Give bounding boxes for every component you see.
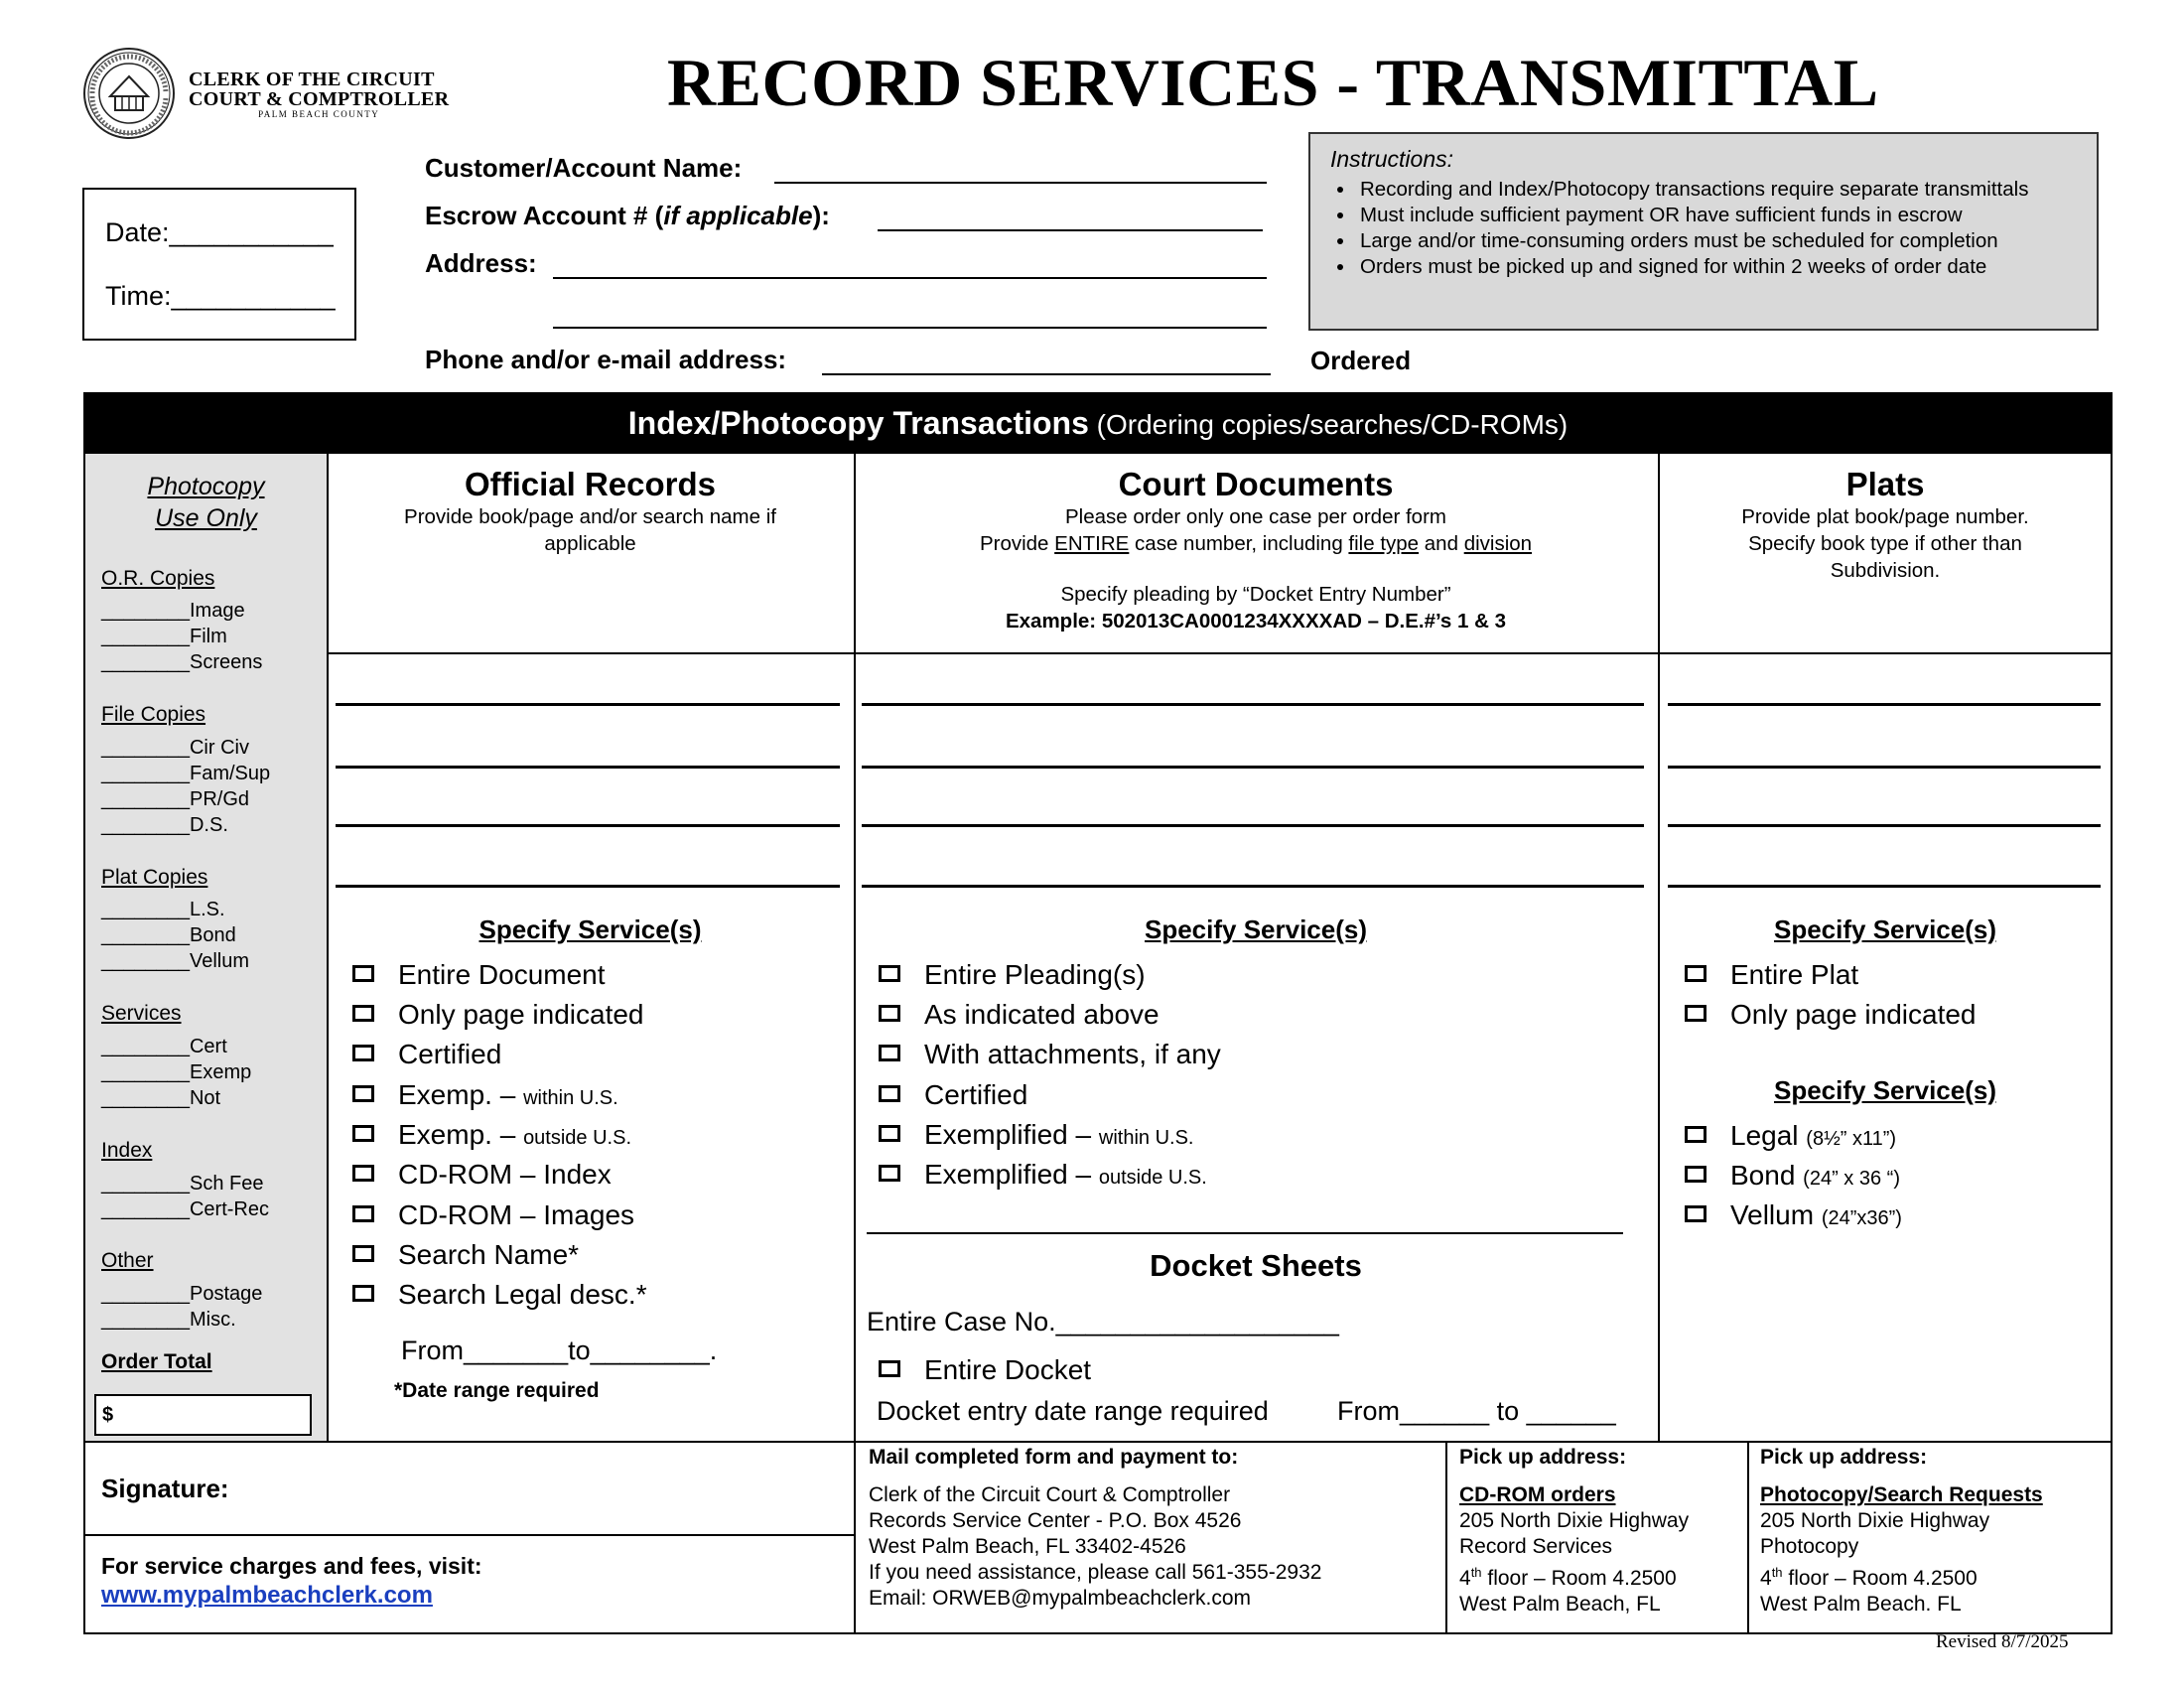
plat-size-vellum[interactable] bbox=[1685, 1199, 1902, 1231]
option-label: CD-ROM – Index bbox=[398, 1159, 612, 1190]
clerk-seal-logo bbox=[82, 47, 176, 140]
text: Provide bbox=[979, 532, 1055, 555]
pickup-cdrom-section bbox=[1459, 1445, 1689, 1618]
services-exemp-field[interactable]: ________Exemp bbox=[101, 1061, 252, 1083]
fees-label: For service charges and fees, visit: bbox=[101, 1553, 482, 1579]
checkbox[interactable] bbox=[879, 1005, 900, 1022]
option-label: With attachments, if any bbox=[924, 1039, 1221, 1069]
docket-sheets-title: Docket Sheets bbox=[1150, 1248, 1362, 1283]
official-records-title: Official Records bbox=[464, 466, 717, 502]
text: ENTIRE bbox=[1054, 532, 1130, 555]
checkbox[interactable] bbox=[879, 965, 900, 982]
divider bbox=[83, 1534, 854, 1536]
section-bar-title: Index/Photocopy Transactions bbox=[627, 405, 1089, 441]
plat-option-entire[interactable] bbox=[1685, 959, 1858, 991]
instructions-box bbox=[1308, 132, 2099, 331]
instruction-item: • Must include sufficient payment OR have sufficient funds in escrow bbox=[1356, 203, 2077, 228]
option-label: Entire Docket bbox=[924, 1354, 1092, 1385]
option-label: Search Name* bbox=[398, 1239, 580, 1270]
option-label: Exemplified – bbox=[924, 1119, 1099, 1150]
checkbox[interactable] bbox=[1685, 965, 1706, 982]
file-cir-civ-field[interactable]: ________Cir Civ bbox=[101, 737, 249, 759]
file-pr-gd-field[interactable]: ________PR/Gd bbox=[101, 788, 250, 810]
or-date-range-field[interactable]: From_______to________. bbox=[401, 1336, 718, 1365]
cd-specify-services: Specify Service(s) bbox=[1144, 914, 1367, 944]
cd-option-exemplified-within[interactable] bbox=[879, 1119, 1193, 1151]
escrow-label bbox=[425, 201, 830, 231]
services-not-field[interactable]: ________Not bbox=[101, 1087, 221, 1109]
option-label: Entire Plat bbox=[1730, 959, 1859, 990]
plats-specify-services: Specify Service(s) bbox=[1773, 914, 1996, 944]
plat-ls-field[interactable]: ________L.S. bbox=[101, 899, 225, 920]
mail-section bbox=[869, 1445, 1321, 1612]
pickup-heading: Photocopy/Search Requests bbox=[1760, 1483, 2043, 1506]
escrow-label-italic: if applicable bbox=[663, 201, 813, 230]
section-bar-subtitle: (Ordering copies/searches/CD-ROMs) bbox=[1088, 409, 1569, 440]
option-label: Vellum bbox=[1730, 1199, 1822, 1230]
instruction-item: • Recording and Index/Photocopy transactions require separate transmittals bbox=[1356, 177, 2077, 203]
divider bbox=[327, 454, 329, 1441]
or-option-cdrom-index[interactable] bbox=[352, 1159, 612, 1191]
instructions-title: Instructions: bbox=[1330, 146, 1453, 172]
pickup-line: West Palm Beach, FL bbox=[1459, 1593, 1661, 1616]
checkbox[interactable] bbox=[352, 1085, 374, 1102]
customer-name-field[interactable] bbox=[774, 182, 1267, 184]
floor-suffix: th bbox=[1771, 1565, 1783, 1580]
plat-entry-line[interactable] bbox=[1668, 766, 2101, 769]
index-sch-fee-field[interactable]: ________Sch Fee bbox=[101, 1173, 264, 1195]
pickup-line: 205 North Dixie Highway bbox=[1760, 1509, 1990, 1532]
option-label: As indicated above bbox=[924, 999, 1160, 1030]
checkbox[interactable] bbox=[879, 1360, 900, 1377]
mail-line: Clerk of the Circuit Court & Comptroller bbox=[869, 1483, 1231, 1506]
or-entry-line[interactable] bbox=[336, 766, 840, 769]
cd-option-entire-pleading[interactable] bbox=[879, 959, 1146, 991]
instruction-item: • Large and/or time-consuming orders must be scheduled for completion bbox=[1356, 228, 2077, 254]
checkbox[interactable] bbox=[1685, 1126, 1706, 1143]
checkbox[interactable] bbox=[352, 965, 374, 982]
index-heading: Index bbox=[101, 1139, 153, 1162]
checkbox[interactable] bbox=[352, 1285, 374, 1302]
photocopy-use-only-title bbox=[85, 471, 327, 534]
address-label: Address: bbox=[425, 248, 537, 278]
clerk-website-link[interactable]: www.mypalmbeachclerk.com bbox=[101, 1582, 433, 1609]
escrow-label-a: Escrow Account # ( bbox=[425, 201, 664, 230]
customer-name-label: Customer/Account Name: bbox=[425, 153, 743, 183]
text: file type bbox=[1348, 532, 1420, 555]
clerk-office-name bbox=[189, 70, 449, 119]
or-option-certified[interactable] bbox=[352, 1039, 501, 1070]
option-label: Entire Document bbox=[398, 959, 606, 990]
floor-room: floor – Room 4.2500 bbox=[1487, 1567, 1677, 1590]
plat-copies-heading: Plat Copies bbox=[101, 866, 208, 889]
file-fam-sup-field[interactable]: ________Fam/Sup bbox=[101, 763, 271, 784]
official-records-sub-1: Provide book/page and/or search name if bbox=[404, 505, 776, 528]
clerk-line-3: PALM BEACH COUNTY bbox=[258, 109, 380, 119]
file-copies-heading: File Copies bbox=[101, 703, 206, 726]
option-note: (24” x 36 “) bbox=[1803, 1168, 1900, 1190]
pickup-line bbox=[1760, 1560, 2043, 1592]
pickup-line: 205 North Dixie Highway bbox=[1459, 1509, 1690, 1532]
escrow-label-b: ): bbox=[812, 201, 830, 230]
docket-range-field[interactable]: From______ to ______ bbox=[1337, 1396, 1616, 1426]
revised-date: Revised 8/7/2025 bbox=[1936, 1631, 2069, 1652]
services-heading: Services bbox=[101, 1002, 182, 1025]
cd-entry-line[interactable] bbox=[862, 703, 1644, 706]
option-label: Exemplified – bbox=[924, 1159, 1099, 1190]
plat-entry-line[interactable] bbox=[1668, 703, 2101, 706]
instruction-item: • Orders must be picked up and signed for within 2 weeks of order date bbox=[1356, 254, 2077, 280]
option-label: CD-ROM – Images bbox=[398, 1199, 635, 1230]
dollar-sign: $ bbox=[102, 1404, 114, 1426]
floor-suffix: th bbox=[1470, 1565, 1482, 1580]
pickup-line: Photocopy bbox=[1760, 1535, 1859, 1558]
address-field-2[interactable] bbox=[553, 327, 1267, 329]
mail-line: West Palm Beach, FL 33402-4526 bbox=[869, 1535, 1186, 1558]
phone-email-label: Phone and/or e-mail address: bbox=[425, 345, 787, 374]
option-label: Certified bbox=[924, 1079, 1028, 1110]
date-time-box bbox=[82, 188, 356, 341]
option-label: Legal bbox=[1730, 1120, 1807, 1151]
checkbox[interactable] bbox=[879, 1045, 900, 1061]
time-field[interactable]: Time:___________ bbox=[105, 281, 336, 311]
or-option-only-page[interactable] bbox=[352, 999, 644, 1031]
option-label: Bond bbox=[1730, 1160, 1804, 1191]
clerk-line-1: CLERK OF THE CIRCUIT bbox=[189, 69, 435, 90]
or-option-search-name[interactable] bbox=[352, 1239, 579, 1271]
cd-entry-line[interactable] bbox=[862, 885, 1644, 888]
pickup-heading: CD-ROM orders bbox=[1459, 1483, 1616, 1506]
checkbox[interactable] bbox=[352, 1205, 374, 1222]
floor-number: 4 bbox=[1459, 1567, 1471, 1590]
or-entry-line[interactable] bbox=[336, 885, 840, 888]
or-film-field[interactable]: ________Film bbox=[101, 626, 227, 647]
checkbox[interactable] bbox=[1685, 1005, 1706, 1022]
divider bbox=[867, 1232, 1623, 1234]
form-title: RECORD SERVICES - TRANSMITTAL bbox=[667, 45, 1879, 120]
or-option-entire-document[interactable] bbox=[352, 959, 606, 991]
plat-option-only-page[interactable] bbox=[1685, 999, 1977, 1031]
signature-label: Signature: bbox=[101, 1474, 229, 1503]
other-postage-field[interactable]: ________Postage bbox=[101, 1283, 263, 1305]
plat-size-legal[interactable] bbox=[1685, 1120, 1896, 1152]
checkbox[interactable] bbox=[1685, 1166, 1706, 1183]
plats-header bbox=[1660, 466, 2111, 584]
plat-bond-field[interactable]: ________Bond bbox=[101, 924, 236, 946]
option-note: within U.S. bbox=[1098, 1127, 1194, 1149]
cd-option-exemplified-outside[interactable] bbox=[879, 1159, 1207, 1191]
docket-option-entire[interactable] bbox=[879, 1354, 1091, 1386]
option-label: Exemp. – bbox=[398, 1079, 524, 1110]
cd-entry-line[interactable] bbox=[862, 824, 1644, 827]
plats-sub-3: Subdivision. bbox=[1830, 559, 1941, 582]
court-documents-title: Court Documents bbox=[1118, 466, 1394, 502]
docket-sheets-header bbox=[856, 1248, 1656, 1284]
or-date-range-note: *Date range required bbox=[394, 1379, 600, 1402]
checkbox[interactable] bbox=[352, 1125, 374, 1142]
or-entry-line[interactable] bbox=[336, 703, 840, 706]
or-option-cdrom-images[interactable] bbox=[352, 1199, 634, 1231]
pickup-line: West Palm Beach. FL bbox=[1760, 1593, 1962, 1616]
checkbox[interactable] bbox=[879, 1125, 900, 1142]
pickup-title: Pick up address: bbox=[1760, 1446, 1928, 1469]
checkbox[interactable] bbox=[879, 1165, 900, 1182]
order-total-field[interactable] bbox=[94, 1394, 312, 1436]
phone-email-field[interactable] bbox=[822, 373, 1271, 375]
court-documents-example: Example: 502013CA0001234XXXXAD – D.E.#’s 1 & 3 bbox=[1005, 610, 1507, 633]
plat-entry-line[interactable] bbox=[1668, 824, 2101, 827]
or-option-exemp-within[interactable] bbox=[352, 1079, 618, 1111]
court-documents-header bbox=[856, 466, 1656, 634]
sidebar-title-2: Use Only bbox=[155, 504, 257, 532]
or-specify-services: Specify Service(s) bbox=[478, 914, 702, 944]
pickup-photocopy-section bbox=[1760, 1445, 2043, 1618]
clerk-line-2: COURT & COMPTROLLER bbox=[189, 88, 450, 110]
file-ds-field[interactable]: ________D.S. bbox=[101, 814, 228, 836]
option-label: Exemp. – bbox=[398, 1119, 524, 1150]
other-misc-field[interactable]: ________Misc. bbox=[101, 1309, 236, 1331]
address-field-1[interactable] bbox=[553, 277, 1267, 279]
or-screens-field[interactable]: ________Screens bbox=[101, 651, 263, 673]
option-note: (24”x36”) bbox=[1821, 1207, 1902, 1229]
official-records-sub-2: applicable bbox=[544, 532, 636, 555]
option-note: within U.S. bbox=[523, 1087, 618, 1109]
text: division bbox=[1463, 532, 1533, 555]
plats-specify-services-2: Specify Service(s) bbox=[1773, 1075, 1996, 1105]
option-note: outside U.S. bbox=[1098, 1167, 1207, 1189]
checkbox[interactable] bbox=[1685, 1205, 1706, 1222]
sidebar-title-1: Photocopy bbox=[147, 473, 265, 500]
option-note: (8½” x11”) bbox=[1806, 1128, 1897, 1150]
services-cert-field[interactable]: ________Cert bbox=[101, 1036, 227, 1057]
text: and bbox=[1419, 532, 1464, 555]
option-label: Entire Pleading(s) bbox=[924, 959, 1146, 990]
checkbox[interactable] bbox=[352, 1045, 374, 1061]
or-copies-heading: O.R. Copies bbox=[101, 567, 215, 590]
or-option-search-legal[interactable] bbox=[352, 1279, 647, 1311]
checkbox[interactable] bbox=[352, 1165, 374, 1182]
floor-room: floor – Room 4.2500 bbox=[1788, 1567, 1978, 1590]
option-note: outside U.S. bbox=[523, 1127, 632, 1149]
option-label: Certified bbox=[398, 1039, 502, 1069]
or-image-field[interactable]: ________Image bbox=[101, 600, 245, 622]
escrow-field[interactable] bbox=[878, 229, 1263, 231]
cd-option-as-indicated[interactable] bbox=[879, 999, 1160, 1031]
checkbox[interactable] bbox=[352, 1245, 374, 1262]
plats-sub-2: Specify book type if other than bbox=[1748, 532, 2022, 555]
or-option-exemp-outside[interactable] bbox=[352, 1119, 631, 1151]
court-documents-sub-2 bbox=[856, 530, 1656, 557]
divider bbox=[83, 1441, 2113, 1443]
divider bbox=[1445, 1441, 1447, 1634]
option-label: Only page indicated bbox=[1730, 999, 1977, 1030]
mail-title: Mail completed form and payment to: bbox=[869, 1446, 1239, 1469]
option-label: Search Legal desc.* bbox=[398, 1279, 647, 1310]
pickup-title: Pick up address: bbox=[1459, 1446, 1627, 1469]
court-documents-sub-1: Please order only one case per order form bbox=[1064, 505, 1446, 528]
divider bbox=[1747, 1441, 1749, 1634]
official-records-header bbox=[329, 466, 852, 557]
plats-sub-1: Provide plat book/page number. bbox=[1741, 505, 2029, 528]
section-bar bbox=[83, 392, 2113, 454]
pickup-line: Record Services bbox=[1459, 1535, 1613, 1558]
text: case number, including bbox=[1129, 532, 1349, 555]
date-field[interactable]: Date:___________ bbox=[105, 217, 334, 247]
cd-option-with-attachments[interactable] bbox=[879, 1039, 1221, 1070]
checkbox[interactable] bbox=[879, 1085, 900, 1102]
floor-number: 4 bbox=[1760, 1567, 1772, 1590]
checkbox[interactable] bbox=[352, 1005, 374, 1022]
divider bbox=[1658, 454, 1660, 1441]
mail-line: Email: ORWEB@mypalmbeachclerk.com bbox=[869, 1587, 1252, 1610]
mail-line: Records Service Center - P.O. Box 4526 bbox=[869, 1509, 1242, 1532]
plat-vellum-field[interactable]: ________Vellum bbox=[101, 950, 250, 972]
mail-line: If you need assistance, please call 561-355-2932 bbox=[869, 1561, 1322, 1584]
plats-title: Plats bbox=[1845, 466, 1925, 502]
instructions-list bbox=[1330, 177, 2077, 280]
other-heading: Other bbox=[101, 1249, 154, 1272]
cd-option-certified[interactable] bbox=[879, 1079, 1027, 1111]
divider bbox=[327, 652, 2113, 654]
plat-entry-line[interactable] bbox=[1668, 885, 2101, 888]
index-cert-rec-field[interactable]: ________Cert-Rec bbox=[101, 1198, 269, 1220]
court-documents-sub-3: Specify pleading by “Docket Entry Number” bbox=[1060, 583, 1451, 606]
ordered-label: Ordered bbox=[1310, 346, 1412, 375]
cd-entry-line[interactable] bbox=[862, 766, 1644, 769]
docket-range-label: Docket entry date range required bbox=[877, 1396, 1269, 1426]
order-total-label: Order Total bbox=[101, 1350, 212, 1373]
or-entry-line[interactable] bbox=[336, 824, 840, 827]
plat-size-bond[interactable] bbox=[1685, 1160, 1900, 1192]
option-label: Only page indicated bbox=[398, 999, 644, 1030]
pickup-line bbox=[1459, 1560, 1689, 1592]
docket-case-number-field[interactable]: Entire Case No.___________________ bbox=[867, 1307, 1339, 1336]
